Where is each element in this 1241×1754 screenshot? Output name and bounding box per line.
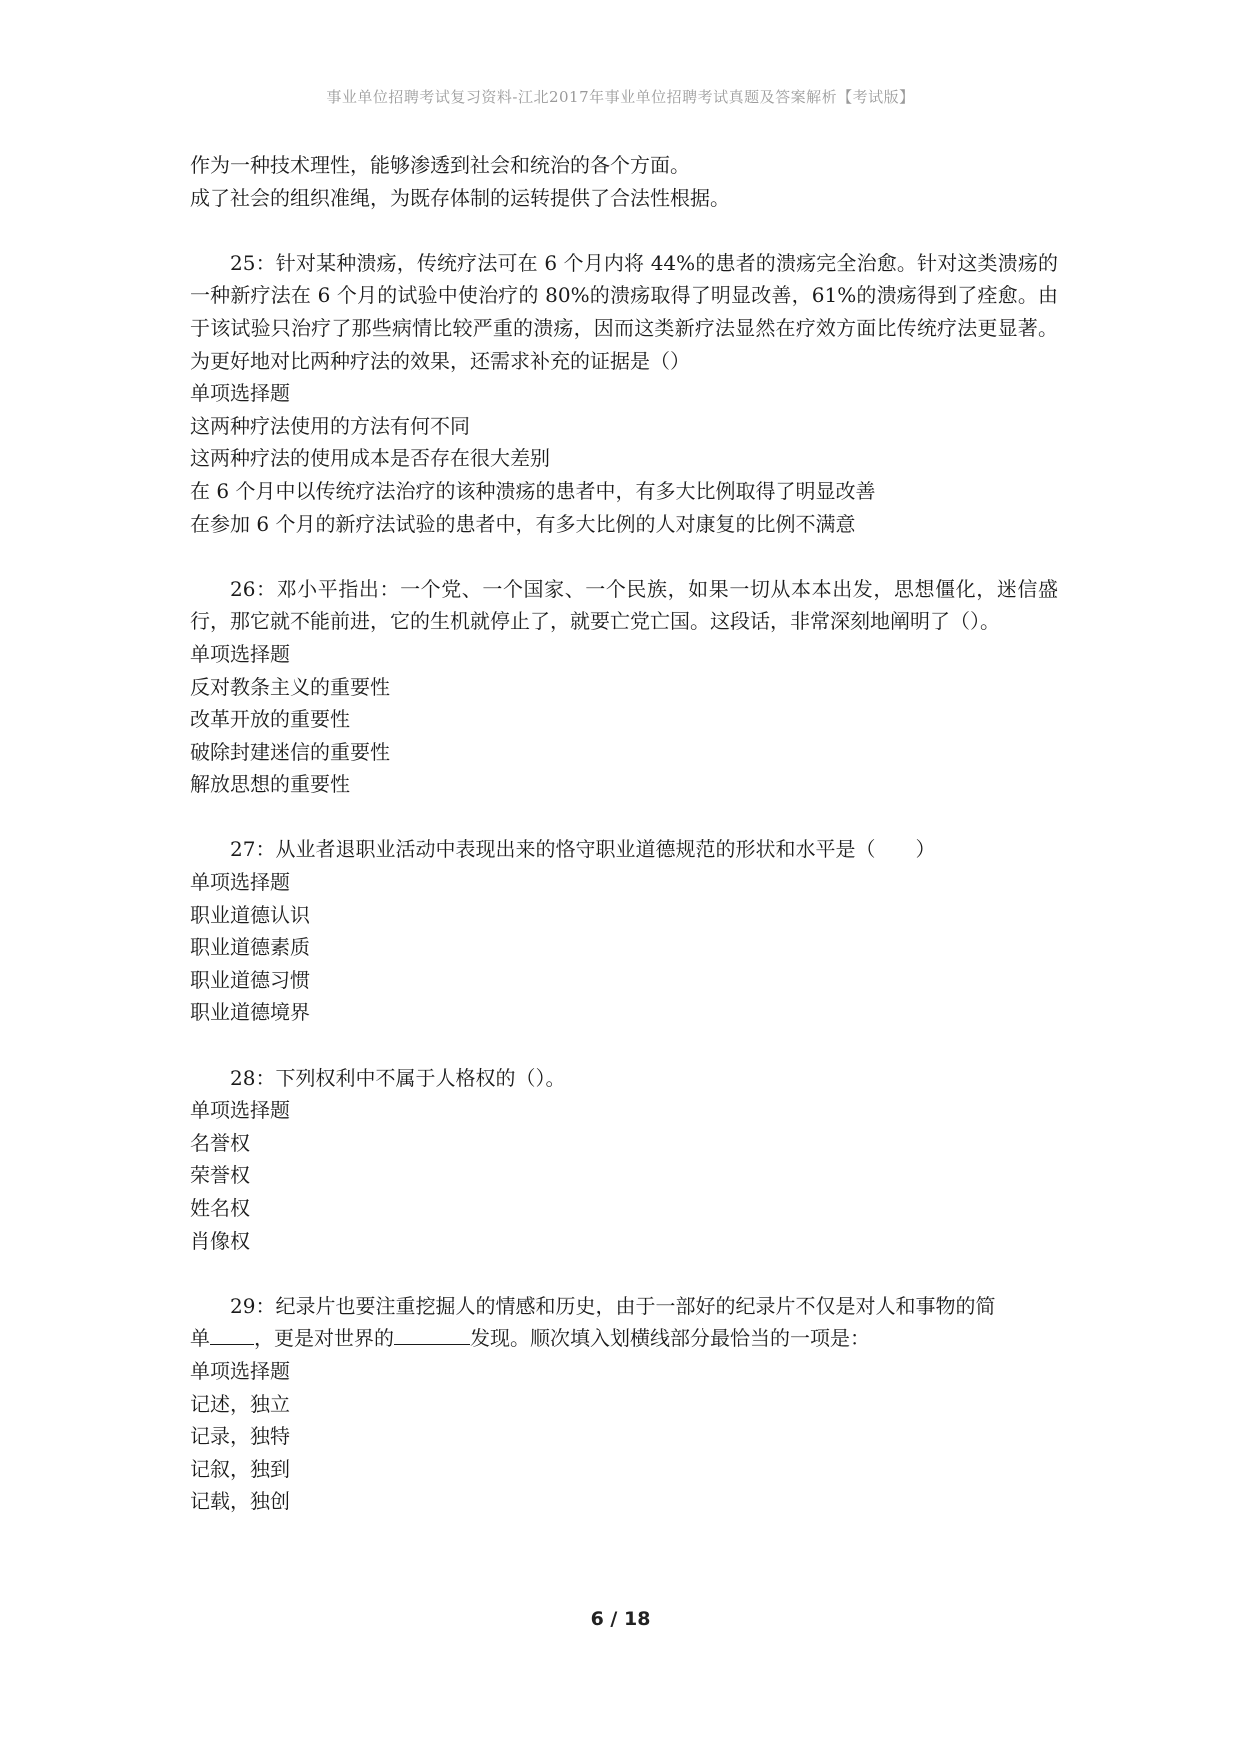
option: 职业道德习惯 [190, 967, 310, 992]
intro-line: 成了社会的组织准绳，为既存体制的运转提供了合法性根据。 [190, 185, 730, 210]
option: 这两种疗法使用的方法有何不同 [190, 413, 470, 438]
option: 记述，独立 [190, 1391, 290, 1416]
question-type: 单项选择题 [190, 641, 290, 666]
page-header: 事业单位招聘考试复习资料-江北2017年事业单位招聘考试真题及答案解析【考试版】 [326, 88, 915, 106]
option: 姓名权 [190, 1196, 250, 1220]
option: 在参加 6 个月的新疗法试验的患者中，有多大比例的人对康复的比例不满意 [190, 511, 856, 536]
intro-line: 作为一种技术理性，能够渗透到社会和统治的各个方面。 [190, 153, 690, 177]
question-stem: 26：邓小平指出：一个党、一个国家、一个民族，如果一切从本本出发，思想僵化，迷信盛行，那它就不能前进，它的生机就停止了，就要亡党亡国。这段话，非常深刻地阐明了（）。 [190, 576, 1058, 634]
question-type: 单项选择题 [190, 870, 290, 895]
option: 记叙，独到 [190, 1456, 290, 1481]
option: 荣誉权 [190, 1163, 250, 1188]
question-type: 单项选择题 [190, 1358, 290, 1383]
question-stem-continued [190, 1322, 1058, 1355]
option: 记载，独创 [190, 1489, 290, 1514]
option: 解放思想的重要性 [190, 772, 350, 797]
stem-text: ，更是对世界的 [254, 1326, 394, 1351]
option: 在 6 个月中以传统疗法治疗的该种溃疡的患者中，有多大比例取得了明显改善 [190, 478, 876, 503]
stem-text: 发现。顺次填入划横线部分最恰当的一项是： [470, 1326, 870, 1351]
question-type: 单项选择题 [190, 1098, 290, 1123]
fill-blank [210, 1324, 254, 1345]
option: 肖像权 [190, 1228, 250, 1253]
question-stem: 28：下列权利中不属于人格权的（）。 [230, 1065, 566, 1090]
stem-text: 单 [190, 1326, 210, 1351]
page-number: 6 / 18 [590, 1608, 651, 1630]
page-content [190, 149, 1058, 1518]
option: 职业道德素质 [190, 935, 310, 960]
option: 名誉权 [190, 1130, 250, 1155]
question-26 [190, 573, 1058, 801]
question-28 [190, 1062, 1058, 1258]
fill-blank [394, 1324, 470, 1345]
question-stem: 25：针对某种溃疡，传统疗法可在 6 个月内将 44%的患者的溃疡完全治愈。针对这类溃疡的一种新疗法在 6 个月的试验中使治疗的 80%的溃疡取得了明显改善，61%的溃疡得到了痊愈。由于该试验只治疗了那些病情比较严重的溃疡，因而这类新疗法显然在疗效方面比传统疗法更显著。为更好地对比两种疗法的效果，还需求补充的证据是（） [190, 250, 1058, 373]
question-type: 单项选择题 [190, 381, 290, 406]
question-25 [190, 247, 1058, 540]
option: 破除封建迷信的重要性 [190, 739, 390, 764]
option: 职业道德认识 [190, 902, 310, 927]
question-29 [190, 1290, 1058, 1518]
option: 改革开放的重要性 [190, 707, 350, 732]
option: 记录，独特 [190, 1424, 290, 1449]
option: 职业道德境界 [190, 1000, 310, 1025]
question-27 [190, 833, 1058, 1029]
option: 反对教条主义的重要性 [190, 674, 390, 699]
question-stem: 27：从业者退职业活动中表现出来的恪守职业道德规范的形状和水平是（ ） [230, 837, 936, 862]
question-stem: 29：纪录片也要注重挖掘人的情感和历史，由于一部好的纪录片不仅是对人和事物的简 [230, 1293, 996, 1318]
option: 这两种疗法的使用成本是否存在很大差别 [190, 446, 550, 471]
